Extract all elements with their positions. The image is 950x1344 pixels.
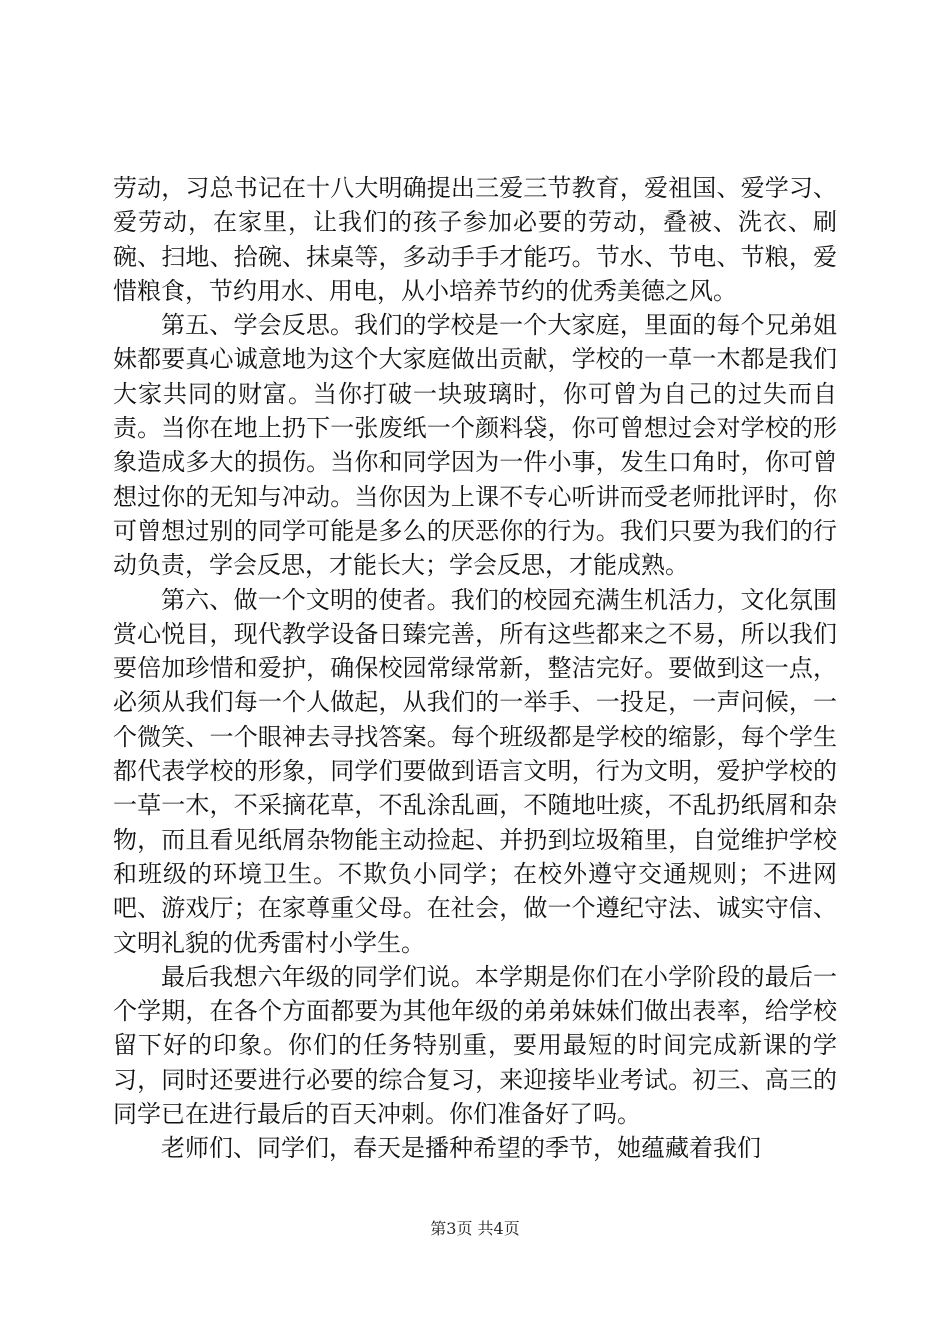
paragraph-sixth-grade: 最后我想六年级的同学们说。本学期是你们在小学阶段的最后一个学期，在各个方面都要为其他年级的弟弟妹妹们做出表率，给学校留下好的印象。你们的任务特别重，要用最短的时间完成新课的学习，同时还要进行必要的综合复习，来迎接毕业考试。初三、高三的同学已在进行最后的百天冲刺。你们准备好了吗。 [113,962,837,1129]
paragraph-reflection: 第五、学会反思。我们的学校是一个大家庭，里面的每个兄弟姐妹都要真心诚意地为这个大家庭做出贡献，学校的一草一木都是我们大家共同的财富。当你打破一块玻璃时，你可曾为自己的过失而自责。当你在地上扔下一张废纸一个颜料袋，你可曾想过会对学校的形象造成多大的损伤。当你和同学因为一件小事，发生口角时，你可曾想过你的无知与冲动。当你因为上课不专心听讲而受老师批评时，你可曾想过别的同学可能是多么的厌恶你的行为。我们只要为我们的行动负责，学会反思，才能长大；学会反思，才能成熟。 [113,311,837,580]
paragraph-spring: 老师们、同学们，春天是播种希望的季节，她蕴藏着我们 [161,1134,761,1163]
page-number-footer: 第3页 共4页 [430,1219,520,1238]
paragraph-labor: 劳动，习总书记在十八大明确提出三爱三节教育，爱祖国、爱学习、爱劳动，在家里，让我们的孩子参加必要的劳动，叠被、洗衣、刷碗、扫地、拾碗、抹桌等，多动手手才能巧。节水、节电、节粮，爱惜粮食，节约用水、用电，从小培养节约的优秀美德之风。 [113,174,837,305]
document-body [113,171,837,1166]
paragraph-civility: 第六、做一个文明的使者。我们的校园充满生机活力，文化氛围赏心悦目，现代教学设备日臻完善，所有这些都来之不易，所以我们要倍加珍惜和爱护，确保校园常绿常新，整洁完好。要做到这一点，必须从我们每一个人做起，从我们的一举手、一投足，一声问候，一个微笑、一个眼神去寻找答案。每个班级都是学校的缩影，每个学生都代表学校的形象，同学们要做到语言文明，行为文明，爱护学校的一草一木，不采摘花草，不乱涂乱画，不随地吐痰，不乱扔纸屑和杂物，而且看见纸屑杂物能主动捡起、并扔到垃圾箱里，自觉维护学校和班级的环境卫生。不欺负小同学；在校外遵守交通规则；不进网吧、游戏厅；在家尊重父母。在社会，做一个遵纪守法、诚实守信、文明礼貌的优秀雷村小学生。 [113,585,837,957]
